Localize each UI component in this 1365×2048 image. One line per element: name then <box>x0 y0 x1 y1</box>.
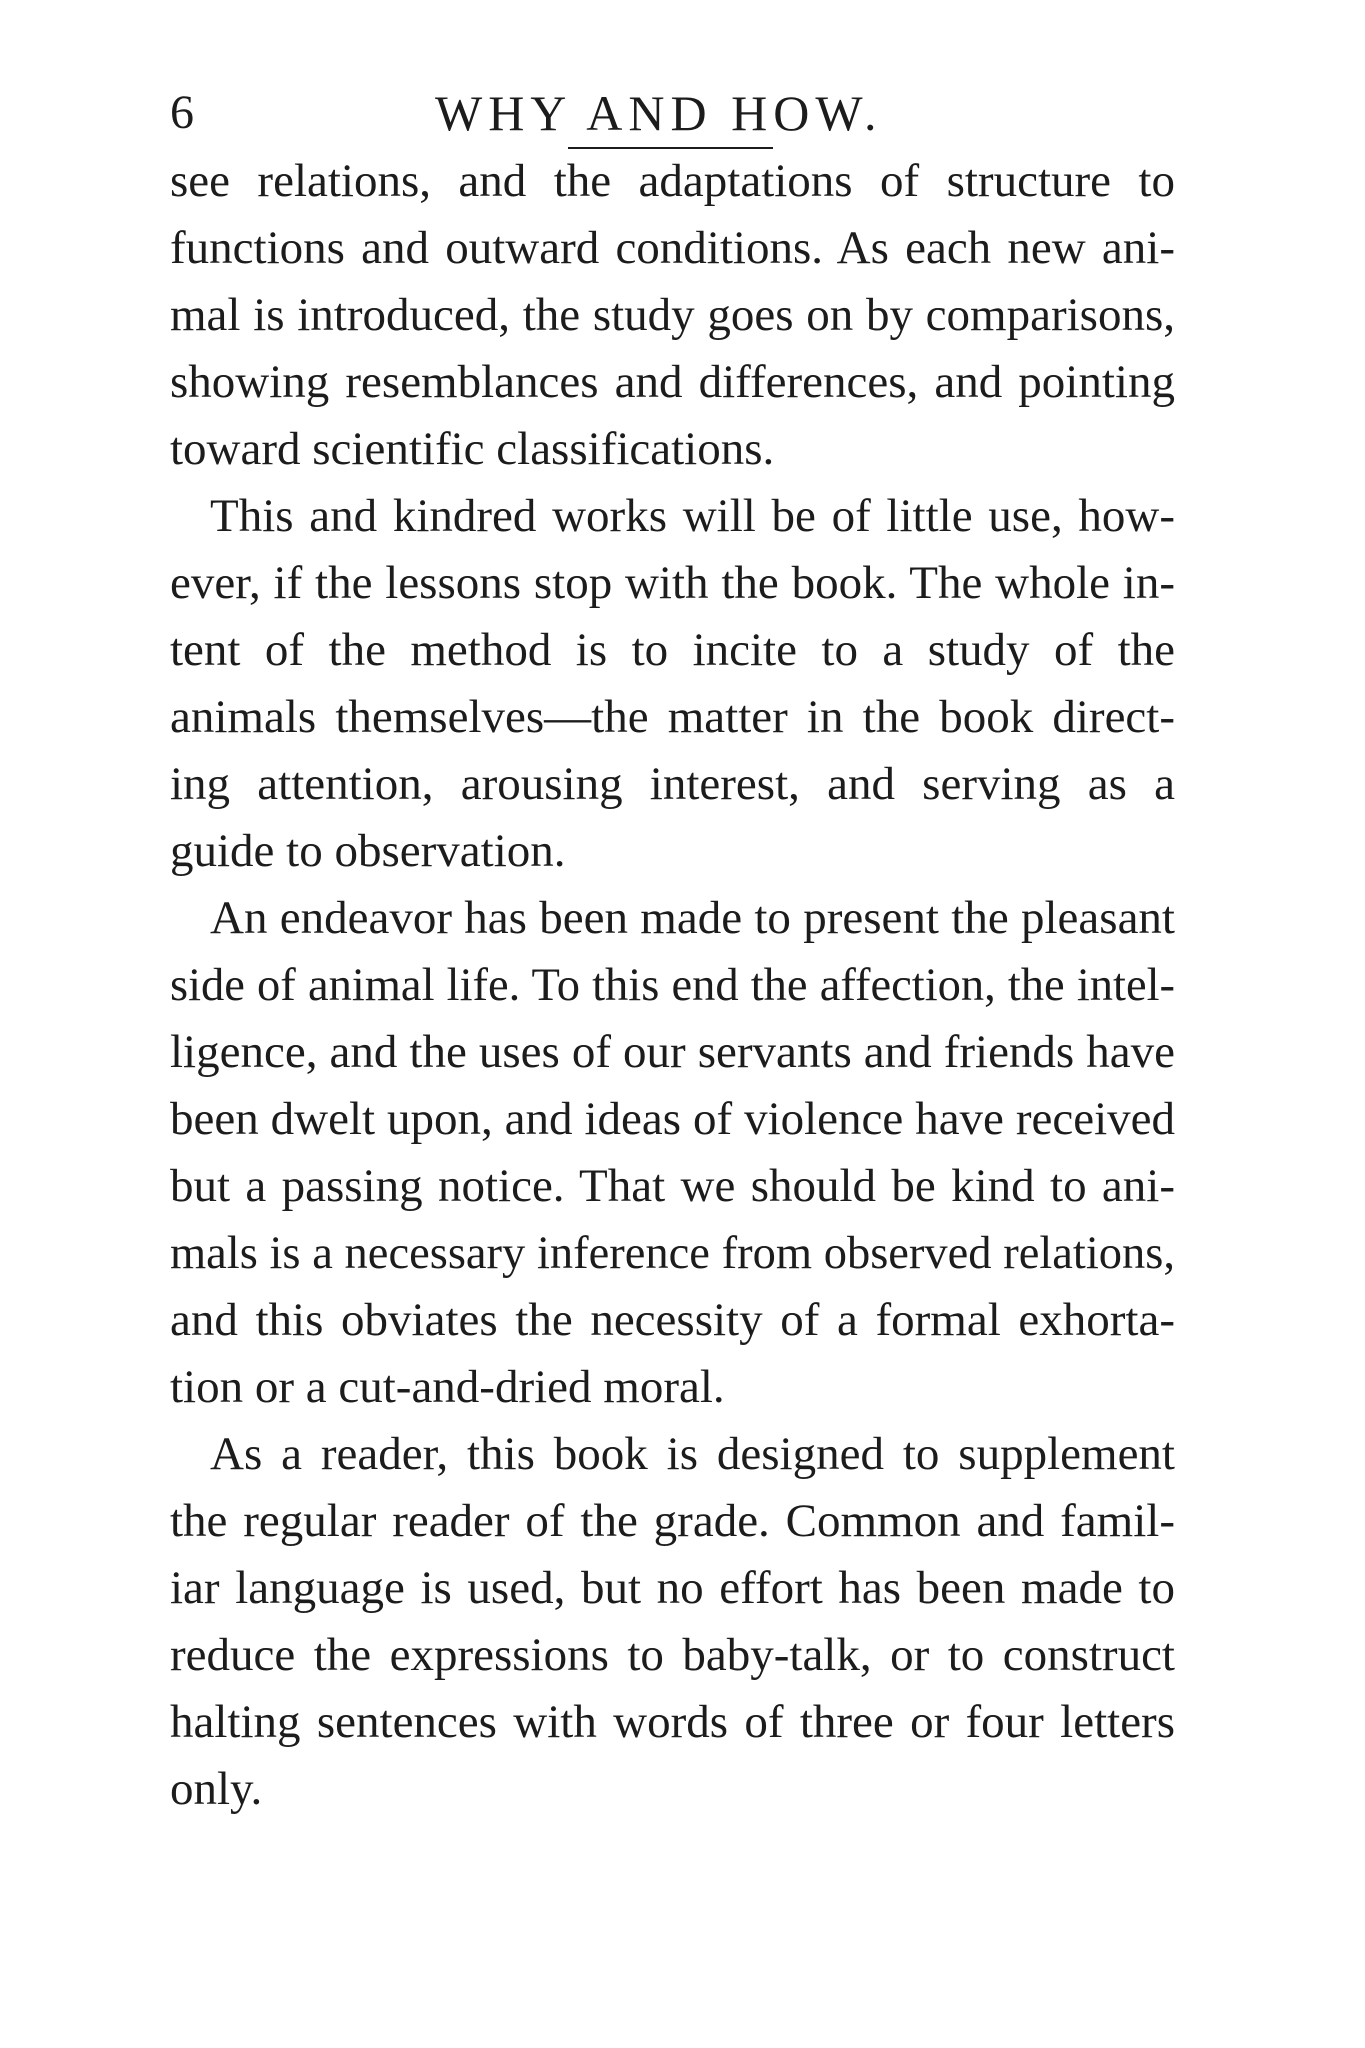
text-line: and this obviates the necessity of a formal exhorta- <box>170 1294 1175 1346</box>
text-line: An endeavor has been made to present the pleasant <box>210 892 1175 944</box>
text-line: animals themselves—the matter in the book direct- <box>170 691 1175 743</box>
text-line: toward scientific classifications. <box>170 423 775 475</box>
paragraph-1 <box>170 148 1175 483</box>
text-line: tent of the method is to incite to a study of the <box>170 624 1175 676</box>
text-line: mal is introduced, the study goes on by comparisons, <box>170 289 1175 341</box>
text-line: ligence, and the uses of our servants and friends have <box>170 1026 1175 1078</box>
text-line: ing attention, arousing interest, and serving as a <box>170 758 1175 810</box>
running-title: WHY AND HOW. <box>435 85 883 141</box>
text-line: guide to observation. <box>170 825 566 877</box>
text-line: showing resemblances and differences, and pointing <box>170 356 1175 408</box>
text-line: ever, if the lessons stop with the book. The whole in- <box>170 557 1175 609</box>
text-line: reduce the expressions to baby-talk, or to construct <box>170 1629 1175 1681</box>
page-number: 6 <box>170 86 194 139</box>
text-line: but a passing notice. That we should be kind to ani- <box>170 1160 1175 1212</box>
paragraph-2 <box>170 483 1175 885</box>
text-line: iar language is used, but no effort has been made to <box>170 1562 1175 1614</box>
text-line: As a reader, this book is designed to supplement <box>210 1428 1175 1480</box>
text-line: mals is a necessary inference from observed relations, <box>170 1228 1175 1279</box>
text-line: the regular reader of the grade. Common and famil- <box>170 1495 1175 1547</box>
page-header <box>0 78 1365 148</box>
text-line: side of animal life. To this end the affection, the intel- <box>170 960 1175 1011</box>
paragraph-4 <box>170 1421 1175 1823</box>
text-line: only. <box>170 1763 263 1815</box>
text-line: functions and outward conditions. As each new ani- <box>170 222 1175 274</box>
text-line: This and kindred works will be of little use, how- <box>210 490 1175 542</box>
text-line: see relations, and the adaptations of structure to <box>170 155 1175 207</box>
text-line: halting sentences with words of three or four letters <box>170 1696 1175 1748</box>
text-line: tion or a cut-and-dried moral. <box>170 1361 725 1413</box>
body-text <box>170 148 1175 1823</box>
text-line: been dwelt upon, and ideas of violence have received <box>170 1093 1175 1145</box>
paragraph-3 <box>170 885 1175 1421</box>
